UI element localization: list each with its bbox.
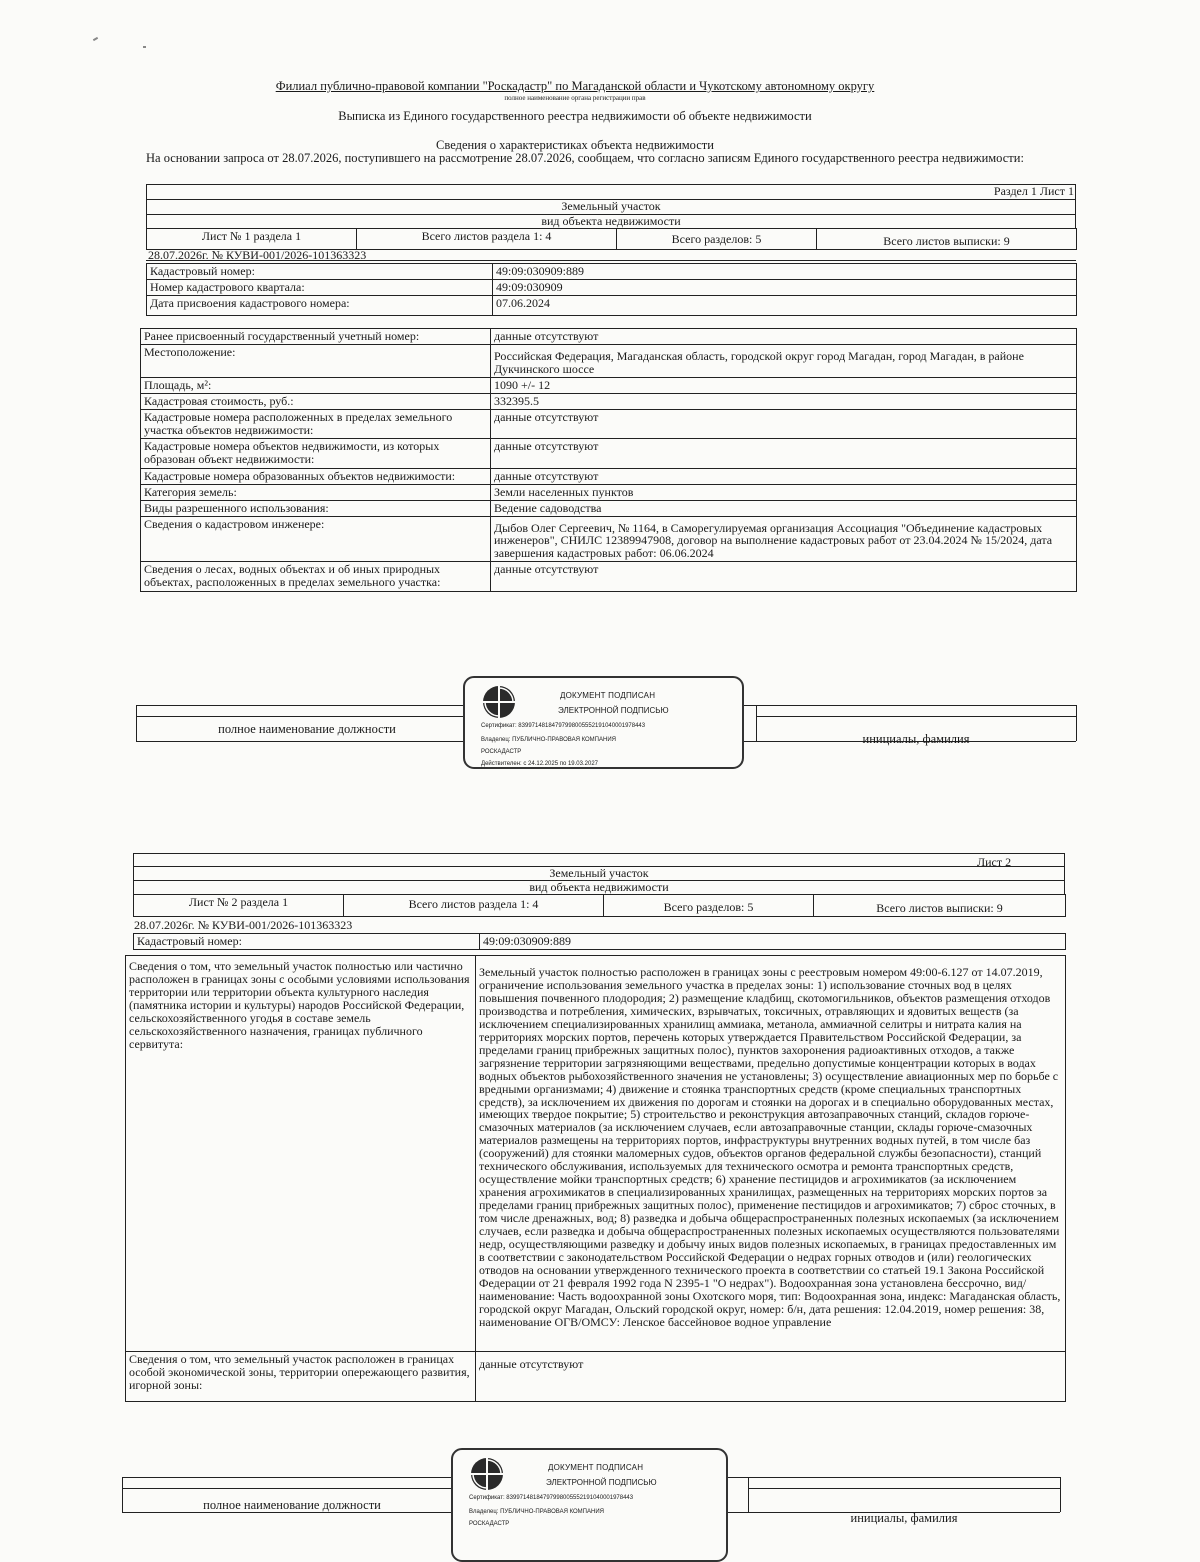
stamp2-line-2: ЭЛЕКТРОННОЙ ПОДПИСЬЮ: [546, 1478, 657, 1487]
natural-objects-value: данные отсутствуют: [491, 562, 1077, 592]
document-reference: 28.07.2026г. № КУВИ-001/2026-101363323: [148, 248, 367, 262]
land-category-label: Категория земель:: [141, 484, 491, 500]
sheet1-counts: [146, 228, 1077, 250]
cadastral-quarter-label: Номер кадастрового квартала:: [147, 279, 493, 295]
e-signature-stamp-2: [451, 1448, 728, 1562]
natural-objects-label: Сведения о лесах, водных объектах и об иных природных объектах, расположенных в пределах земельного участка:: [141, 562, 491, 592]
rosreestr-logo-icon-2: [469, 1456, 505, 1492]
sheet2-total-sections: Всего разделов: 5: [604, 895, 814, 917]
sheet1-characteristics-table: [140, 328, 1077, 592]
source-objects-label: Кадастровые номера объектов недвижимости, из которых образован объект недвижимости:: [141, 438, 491, 468]
total-sheets-extract: Всего листов выписки: 9: [817, 229, 1077, 250]
stamp-owner: Владелец: ПУБЛИЧНО-ПРАВОВАЯ КОМПАНИЯ: [481, 737, 616, 743]
section-label: Раздел 1 Лист 1: [993, 184, 1074, 198]
sheet2-cadastral-value: 49:09:030909:889: [480, 934, 1066, 950]
document-subtitle: Сведения о характеристиках объекта недвижимости: [436, 138, 714, 152]
cadastral-value-value: 332395.5: [491, 393, 1077, 409]
sheet2-object-type-caption: вид объекта недвижимости: [529, 880, 669, 894]
sheet2-cadastral-label: Кадастровый номер:: [134, 934, 480, 950]
zone-info-label: Сведения о том, что земельный участок полностью или частично расположен в границах зоны с особыми условиями использования территории или территории объекта культурного наследия (памятника истории и культуры) народов Российской Федерации, сельскохозяйственного угодья в составе земель сельскохозяйственного назначения, границах публичного сервитута:: [126, 956, 476, 1352]
land-category-value: Земли населенных пунктов: [491, 484, 1077, 500]
stamp2-certificate: Сертификат: 83997148184797998005552191040001978443: [469, 1495, 634, 1501]
document-title: Выписка из Единого государственного реестра недвижимости об объекте недвижимости: [338, 109, 812, 123]
name-caption-2: инициалы, фамилия: [850, 1511, 958, 1525]
assignment-date-label: Дата присвоения кадастрового номера:: [147, 295, 493, 315]
sheet2-document-reference: 28.07.2026г. № КУВИ-001/2026-101363323: [134, 918, 353, 932]
e-signature-stamp: [463, 676, 744, 769]
sheet2-label: Лист 2: [977, 855, 1012, 869]
sheet2-total-sheets-extract: Всего листов выписки: 9: [814, 895, 1066, 917]
sheet2-counts: [133, 894, 1066, 917]
sheet2-object-type: Земельный участок: [549, 866, 649, 880]
stamp-certificate: Сертификат: 83997148184797998005552191040001978443: [481, 723, 646, 729]
position-caption: полное наименование должности: [218, 722, 396, 736]
zone-info-value: Земельный участок полностью расположен в границах зоны с реестровым номером 49:00-6.127 от 14.07.2019, ограничение использования земельного участка в пределах зоны: 1) использование сточных вод в целях повышения почвенного плодородия; 2) размещение кладбищ, скотомогильников, объектов размещения отходов производства и потребления, химических, взрывчатых, токсичных, отравляющих и ядовитых веществ (за исключением специализированных хранилищ аммиака, метанола, аммиачной селитры и нитрата калия на территориях морских портов, перечень которых утверждается Правительством Российской Федерации, за пределами границ прибрежных защитных полос), пунктов захоронения радиоактивных отходов, а также загрязнение территории загрязняющими веществами, предельно допустимые концентрации которых в водах водных объектов рыбохозяйственного значения не установлены; 3) осуществление авиационных мер по борьбе с вредными организмами; 4) движение и стоянка транспортных средств (кроме специальных транспортных средств), за исключением их движения по дорогам и стоянки на дорогах и в специально оборудованных местах, имеющих твердое покрытие; 5) строительство и реконструкция автозаправочных станций, складов горюче-смазочных материалов (за исключением случаев, если автозаправочные станции, склады горюче-смазочных материалов размещены на территориях портов, инфраструктуры внутренних водных путей, в том числе баз (сооружений) для стоянки маломерных судов, объектов органов федеральной службы безопасности), станций технического обслуживания, используемых для технического осмотра и ремонта транспортных средств, осуществление мойки транспортных средств; 6) хранение пестицидов и агрохимикатов (за исключением хранения агрохимикатов в специализированных хранилищах, размещенных на территориях морских портов за пределами границ прибрежных защитных полос), применение пестицидов и агрохимикатов; 7) сброс сточных, в том числе дренажных, вод; 8) разведка и добыча общераспространенных полезных ископаемых (за исключением случаев, если разведка и добыча общераспространенных полезных ископаемых осуществляются пользователями недр, осуществляющими разведку и добычу иных видов полезных ископаемых, в границах предоставленных им в соответствии с законодательством Российской Федерации о недрах горных отводов и (или) геологических отводов на основании утвержденного технического проекта в соответствии со статьей 19.1 Закона Российской Федерации от 21 февраля 1992 года N 2395-1 "О недрах"). Водоохранная зона установлена бессрочно, вид/наименование: Часть водоохранной зоны Охотского моря, тип: Водоохранная зона, индекс: Магаданская область, городской округ Магадан, Ольский городской округ, номер: б/н, дата решения: 12.04.2019, номер решения: 38, наименование ОГВ/ОМСУ: Ленское бассейновое водное управление: [476, 956, 1066, 1352]
stamp-line-2: ЭЛЕКТРОННОЙ ПОДПИСЬЮ: [558, 706, 669, 715]
engineer-value: Дыбов Олег Сергеевич, № 1164, в Саморегулируемая организация Ассоциация "Объединение кадастровых инженеров", СНИЛС 12389947908, договор на выполнение кадастровых работ от 23.04.2024 № 15/2024, дата завершения кадастровых работ: 06.06.2024: [491, 516, 1077, 562]
location-value: Российская Федерация, Магаданская область, городской округ город Магадан, город Магадан, в районе Дукчинского шоссе: [491, 344, 1077, 377]
request-basis: На основании запроса от 28.07.2026, поступившего на рассмотрение 28.07.2026, сообщаем, что согласно записям Единого государственного реестра недвижимости:: [146, 151, 1024, 165]
cadastral-number-label: Кадастровый номер:: [147, 264, 493, 280]
engineer-label: Сведения о кадастровом инженере:: [141, 516, 491, 562]
total-sections: Всего разделов: 5: [617, 229, 817, 250]
position-caption-2: полное наименование должности: [203, 1498, 381, 1512]
sez-label: Сведения о том, что земельный участок расположен в границах особой экономической зоны, территории опережающего развития, игорной зоны:: [126, 1352, 476, 1402]
area-value: 1090 +/- 12: [491, 377, 1077, 393]
assignment-date-value: 07.06.2024: [493, 295, 1077, 315]
total-sheets-section: Всего листов раздела 1: 4: [357, 229, 617, 250]
derived-objects-value: данные отсутствуют: [491, 468, 1077, 484]
contained-objects-value: данные отсутствуют: [491, 409, 1077, 438]
derived-objects-label: Кадастровые номера образованных объектов недвижимости:: [141, 468, 491, 484]
name-caption: инициалы, фамилия: [862, 732, 970, 746]
stamp-validity: Действителен: с 24.12.2025 по 19.03.2027: [481, 761, 598, 767]
cadastral-quarter-value: 49:09:030909: [493, 279, 1077, 295]
sheet-number: Лист № 1 раздела 1: [147, 229, 357, 250]
contained-objects-label: Кадастровые номера расположенных в пределах земельного участка объектов недвижимости:: [141, 409, 491, 438]
sheet2-number: Лист № 2 раздела 1: [134, 895, 344, 917]
permitted-use-label: Виды разрешенного использования:: [141, 500, 491, 516]
stamp-owner-2: РОСКАДАСТР: [481, 749, 522, 755]
rosreestr-logo-icon: [481, 684, 517, 720]
cadastral-number-value: 49:09:030909:889: [493, 264, 1077, 280]
location-label: Местоположение:: [141, 344, 491, 377]
stamp2-owner: Владелец: ПУБЛИЧНО-ПРАВОВАЯ КОМПАНИЯ: [469, 1509, 604, 1515]
stamp2-line-1: ДОКУМЕНТ ПОДПИСАН: [548, 1463, 644, 1472]
prev-number-label: Ранее присвоенный государственный учетный номер:: [141, 329, 491, 345]
object-type-caption: вид объекта недвижимости: [541, 214, 681, 228]
sheet2-zones-table: [125, 955, 1066, 1402]
area-label: Площадь, м²:: [141, 377, 491, 393]
organization-caption: полное наименование органа регистрации прав: [504, 94, 646, 102]
source-objects-value: данные отсутствуют: [491, 438, 1077, 468]
stamp-line-1: ДОКУМЕНТ ПОДПИСАН: [560, 691, 656, 700]
organization-name: Филиал публично-правовой компании "Роскадастр" по Магаданской области и Чукотскому автономному округу: [275, 79, 875, 93]
sez-value: данные отсутствуют: [476, 1352, 1066, 1402]
prev-number-value: данные отсутствуют: [491, 329, 1077, 345]
stamp2-owner-2: РОСКАДАСТР: [469, 1521, 510, 1527]
sheet2-cadastral-table: [133, 933, 1066, 950]
permitted-use-value: Ведение садоводства: [491, 500, 1077, 516]
object-type: Земельный участок: [561, 199, 661, 213]
sheet2-total-sheets-section: Всего листов раздела 1: 4: [344, 895, 604, 917]
sheet1-cadastral-table: [146, 263, 1077, 316]
cadastral-value-label: Кадастровая стоимость, руб.:: [141, 393, 491, 409]
